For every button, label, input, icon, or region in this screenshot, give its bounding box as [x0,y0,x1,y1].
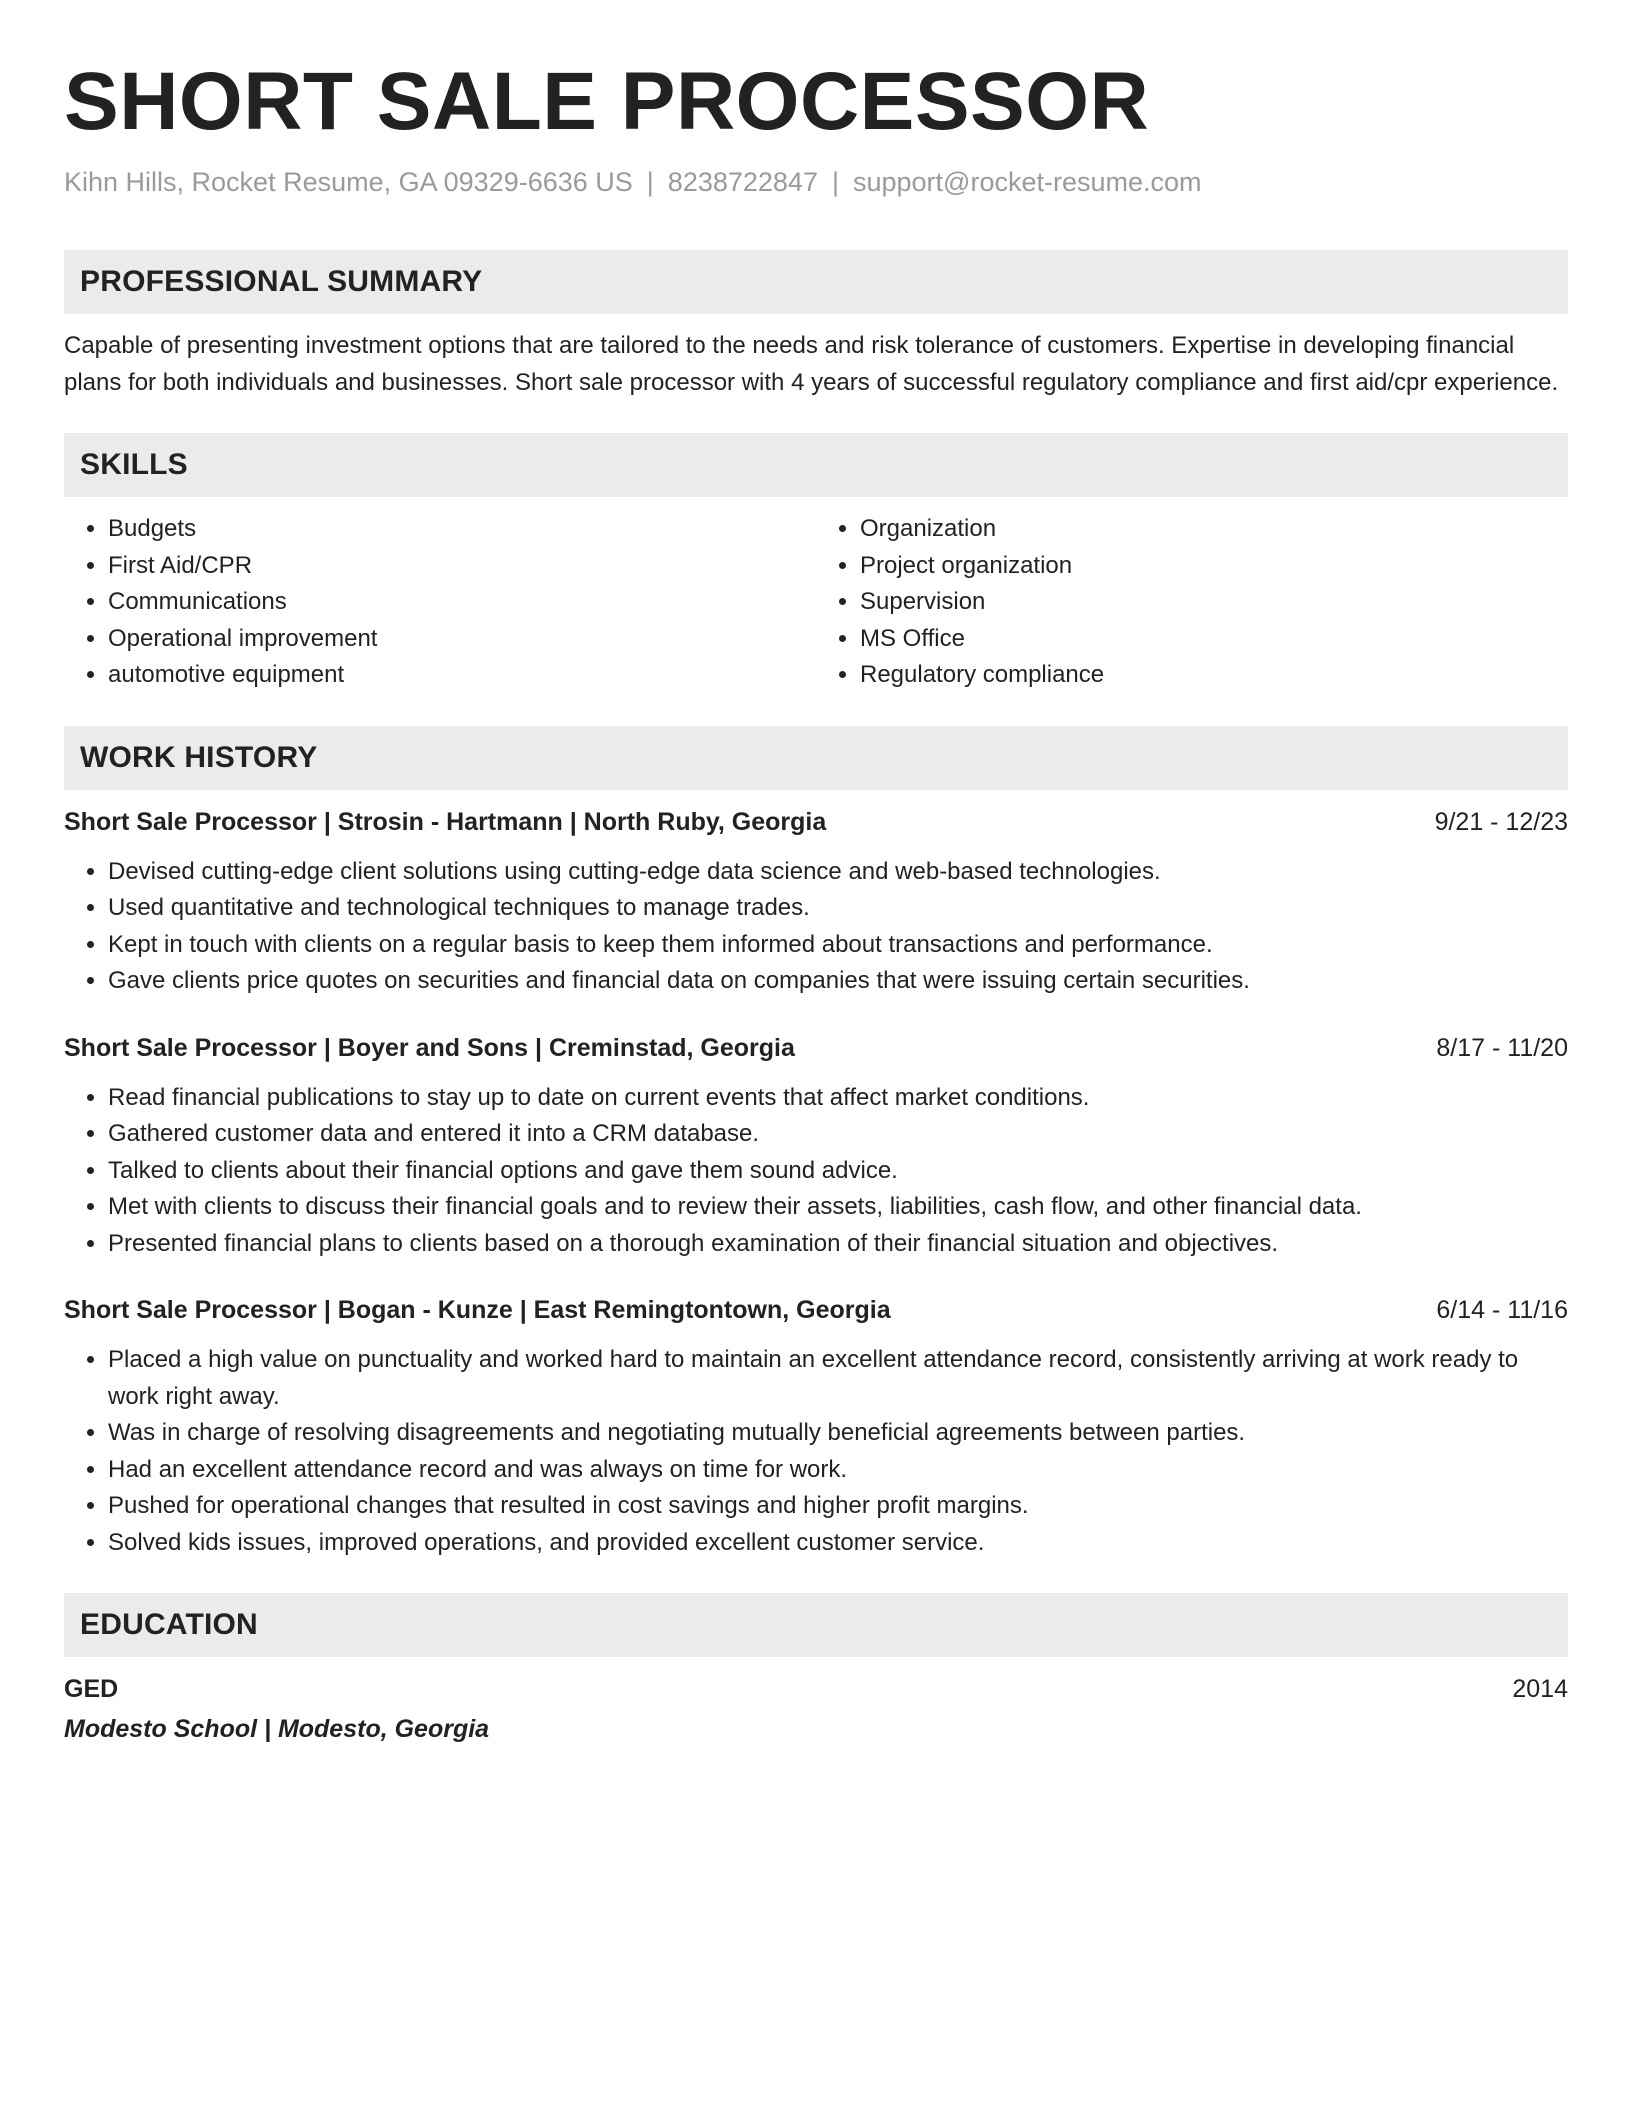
skills-column-right [816,511,1568,694]
skills-list [64,511,1568,694]
skill-item: • automotive equipment [108,657,816,694]
section-heading-work-history: WORK HISTORY [64,726,1568,790]
job-bullet: • Solved kids issues, improved operations, and provided excellent customer service. [108,1525,1568,1562]
resume-name: SHORT SALE PROCESSOR [64,56,1150,147]
skill-item: • Project organization [860,548,1568,585]
job-bullet: • Read financial publications to stay up to date on current events that affect market conditions. [108,1080,1568,1117]
skill-item: • First Aid/CPR [108,548,816,585]
contact-address: Kihn Hills, Rocket Resume, GA 09329-6636 US [64,167,633,197]
education-year: 2014 [1512,1675,1568,1703]
job-bullet: • Was in charge of resolving disagreements and negotiating mutually beneficial agreements between parties. [108,1415,1568,1452]
skills-column-left [64,511,816,694]
job-entry [64,804,1568,1000]
job-header [64,1292,1568,1328]
job-dates: 9/21 - 12/23 [1434,807,1568,836]
education-school: Modesto School | Modesto, Georgia [64,1715,490,1743]
education-degree: GED [64,1675,119,1703]
contact-phone: 8238722847 [667,167,818,197]
summary-text: Capable of presenting investment options that are tailored to the needs and risk tolerance of customers. Expertise in developing financial plans for both individuals and businesses. Short sale processor with 4 years of successful regulatory compliance and first aid/cpr experience. [64,332,1559,396]
job-dates: 8/17 - 11/20 [1436,1033,1568,1062]
section-heading-education: EDUCATION [64,1593,1568,1657]
education-entry [64,1671,1568,1747]
job-bullet: • Talked to clients about their financial options and gave them sound advice. [108,1153,1568,1190]
skill-item: • Communications [108,584,816,621]
job-header [64,1030,1568,1066]
contact-email: support@rocket-resume.com [852,167,1202,197]
job-header [64,804,1568,840]
education-header [64,1671,1568,1707]
section-heading-summary: PROFESSIONAL SUMMARY [64,250,1568,314]
job-bullet: • Used quantitative and technological techniques to manage trades. [108,890,1568,927]
skill-item: • Budgets [108,511,816,548]
job-title: Short Sale Processor | Bogan - Kunze | East Remingtontown, Georgia [64,1296,891,1324]
skill-item: • Supervision [860,584,1568,621]
skill-item: • MS Office [860,621,1568,658]
job-entry [64,1292,1568,1561]
job-bullet: • Presented financial plans to clients based on a thorough examination of their financial situation and objectives. [108,1226,1568,1263]
job-title: Short Sale Processor | Boyer and Sons | Creminstad, Georgia [64,1033,795,1062]
job-entry [64,1030,1568,1263]
job-bullet: • Gathered customer data and entered it into a CRM database. [108,1116,1568,1153]
job-bullet: • Had an excellent attendance record and was always on time for work. [108,1452,1568,1489]
job-bullets [64,1342,1568,1561]
job-dates: 6/14 - 11/16 [1436,1296,1568,1324]
job-bullets [64,1080,1568,1263]
job-title: Short Sale Processor | Strosin - Hartmann | North Ruby, Georgia [64,807,827,836]
job-bullet: • Placed a high value on punctuality and worked hard to maintain an excellent attendance record, consistently arriving at work ready to work right away. [108,1342,1568,1415]
job-bullet: • Met with clients to discuss their financial goals and to review their assets, liabilities, cash flow, and other financial data. [108,1189,1568,1226]
section-heading-skills: SKILLS [64,433,1568,497]
skill-item: • Regulatory compliance [860,657,1568,694]
job-bullet: • Devised cutting-edge client solutions using cutting-edge data science and web-based technologies. [108,854,1568,891]
skill-item: • Operational improvement [108,621,816,658]
contact-separator: | [646,167,654,197]
contact-separator: | [831,167,839,197]
job-bullet: • Pushed for operational changes that resulted in cost savings and higher profit margins. [108,1488,1568,1525]
job-bullets [64,854,1568,1000]
job-bullet: • Gave clients price quotes on securities and financial data on companies that were issuing certain securities. [108,963,1568,1000]
job-bullet: • Kept in touch with clients on a regular basis to keep them informed about transactions and performance. [108,927,1568,964]
skill-item: • Organization [860,511,1568,548]
contact-line [64,164,1568,200]
